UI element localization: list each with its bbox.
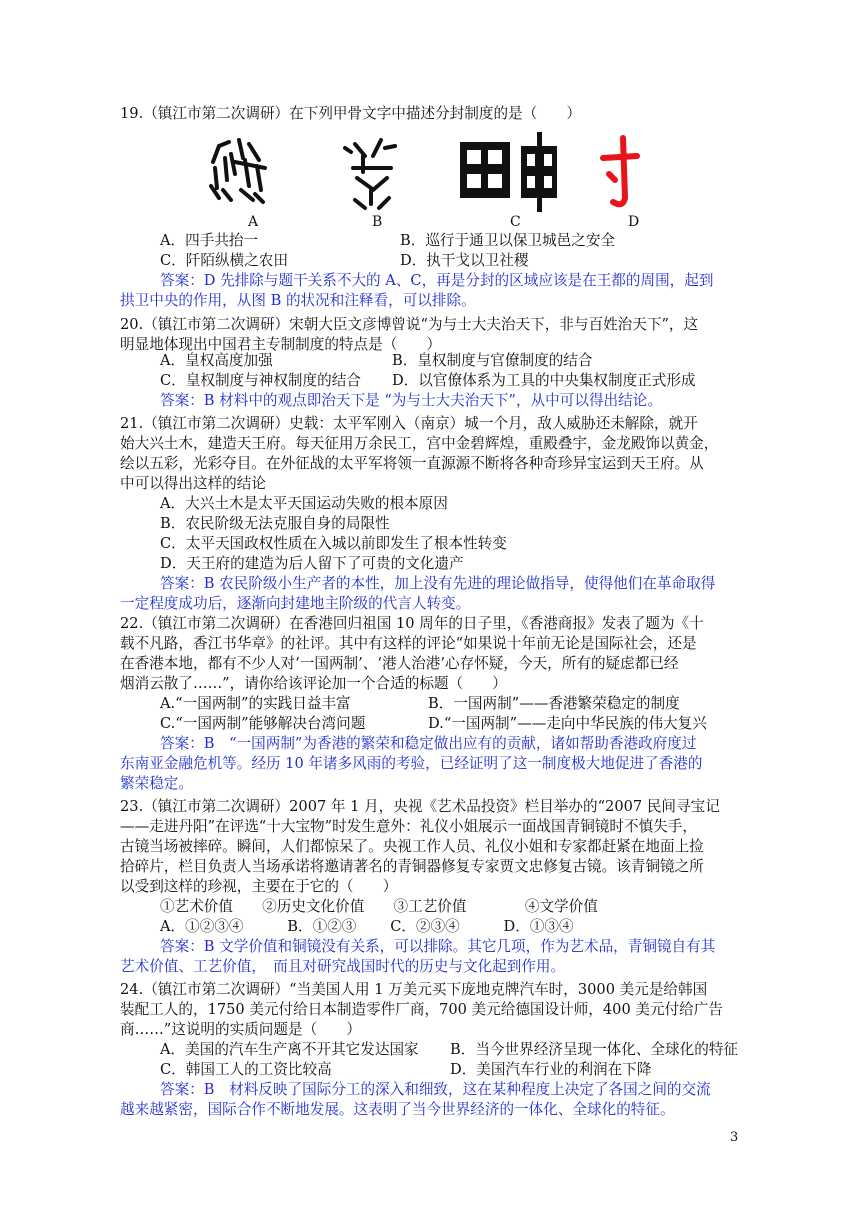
q22-option-c: C.“一国两制”能够解决台湾问题	[160, 715, 366, 732]
oracle-glyph-c-image	[460, 132, 557, 212]
q21-option-c: C．太平天国政权性质在入城以前即发生了根本性转变	[160, 535, 507, 552]
q22-option-a: A.“一国两制”的实践日益丰富	[160, 695, 351, 712]
q21-answer-line-1: 答案：B 农民阶级小生产者的本性，加上没有先进的理论做指导，使得他们在革命取得	[160, 575, 716, 592]
q23-stem-line-2: ——走进丹阳”在评选“十大宝物”时发生意外：礼仪小姐展示一面战国青铜镜时不慎失手，	[120, 818, 697, 835]
q21-option-b: B．农民阶级无法克服自身的局限性	[160, 515, 390, 532]
q19-stem: 19.（镇江市第二次调研）在下列甲骨文字中描述分封制度的是（ ）	[120, 105, 582, 122]
q23-answer-line-2: 艺术价值、工艺价值， 而且对研究战国时代的历史与文化起到作用。	[120, 958, 566, 975]
page-number: 3	[730, 1130, 739, 1145]
q21-stem-line-1: 21.（镇江市第二次调研）史载：太平军刚入（南京）城一个月，敌人威胁还未解除，就开	[120, 415, 698, 432]
oracle-glyph-d-image	[603, 138, 637, 204]
q22-stem-line-2: 载不凡路，香江书华章》的社评。其中有这样的评论“如果说十年前无论是国际社会，还是	[120, 635, 697, 652]
q23-stem-line-4: 拾碎片，栏目负责人当场承诺将邀请著名的青铜器修复专家贾文忠修复古镜。该青铜镜之所	[120, 858, 704, 875]
q24-answer-line-1: 答案：B 材料反映了国际分工的深入和细致，这在某种程度上决定了各国之间的交流	[160, 1081, 711, 1098]
q22-option-d: D.“一国两制”——走向中华民族的伟大复兴	[428, 715, 707, 732]
oracle-glyph-a-image	[211, 140, 265, 202]
q22-stem-line-4: 烟消云散了……”，请你给该评论加一个合适的标题（ ）	[120, 675, 507, 692]
q20-answer: 答案：B 材料中的观点即治天下是 “为与士大夫治天下”，从中可以得出结论。	[160, 392, 662, 409]
q20-option-a: A．皇权高度加强	[160, 352, 273, 369]
q19-option-b: B．巡行于通卫以保卫城邑之安全	[400, 232, 616, 249]
q22-answer-line-2: 东南亚金融危机等。经历 10 年诸多风雨的考验，已经证明了这一制度极大地促进了香港的	[120, 755, 703, 772]
q21-stem-line-2: 始大兴土木，建造天王府。每天征用万余民工，宫中金碧辉煌，重殿叠宇，金龙殿饰以黄金，	[120, 435, 719, 452]
q20-option-d: D．以官僚体系为工具的中央集权制度正式形成	[392, 372, 696, 389]
q20-option-c: C．皇权制度与神权制度的结合	[160, 372, 361, 389]
q24-answer-line-2: 越来越紧密，国际合作不断地发展。这表明了当今世界经济的一体化、全球化的特征。	[120, 1101, 675, 1118]
q20-stem-line-1: 20.（镇江市第二次调研）宋朝大臣文彦博曾说“为与士大夫治天下，非与百姓治天下”，这	[120, 316, 699, 333]
q19-option-a: A．四手共抬一	[160, 232, 259, 249]
q24-option-d: D．美国汽车行业的利润在下降	[450, 1061, 652, 1078]
q24-stem-line-1: 24.（镇江市第二次调研）“当美国人用 1 万美元买下庞地克牌汽车时，3000 美元是给韩国	[120, 981, 708, 998]
q22-answer-line-1: 答案：B “一国两制”为香港的繁荣和稳定做出应有的贡献，诸如帮助香港政府度过	[160, 735, 697, 752]
q23-options: A．①②③④ B．①②③ C．②③④ D．①③④	[160, 918, 574, 935]
q24-stem-line-3: 商……”这说明的实质问题是（ ）	[120, 1021, 361, 1038]
glyph-label-d: D	[628, 214, 640, 230]
q20-option-b: B．皇权制度与官僚制度的结合	[392, 352, 593, 369]
q19-option-c: C．阡陌纵横之农田	[160, 252, 288, 269]
q19-answer-line-1: 答案：D 先排除与题干关系不大的 A、C，再是分封的区域应该是在王都的周围，起到	[160, 272, 714, 289]
q23-items: ①艺术价值 ②历史文化价值 ③工艺价值 ④文学价值	[160, 898, 598, 915]
q22-stem-line-3: 在香港本地，都有不少人对‘一国两制’、‘港人治港’心存怀疑，今天，所有的疑虑都已经	[120, 655, 679, 672]
oracle-glyph-b-image	[345, 140, 395, 208]
q22-option-b: B．一国两制”——香港繁荣稳定的制度	[428, 695, 680, 712]
q21-stem-line-4: 中可以得出这样的结论	[120, 475, 266, 492]
q19-answer-line-2: 拱卫中央的作用，从图 B 的状况和注释看，可以排除。	[120, 292, 476, 309]
q21-stem-line-3: 绘以五彩，光彩夺目。在外征战的太平军将领一直源源不断将各种奇珍异宝运到天王府。从	[120, 455, 704, 472]
q24-option-c: C．韩国工人的工资比较高	[160, 1061, 332, 1078]
q19-option-d: D．执干戈以卫社稷	[400, 252, 529, 269]
q24-option-a: A．美国的汽车生产离不开其它发达国家	[160, 1041, 419, 1058]
oracle-bone-glyphs-figure	[205, 128, 645, 218]
q22-stem-line-1: 22.（镇江市第二次调研）在香港回归祖国 10 周年的日子里，《香港商报》发表了题为《十	[120, 615, 704, 632]
q20-stem-line-2: 明显地体现出中国君主专制制度的特点是（ ）	[120, 336, 442, 353]
q23-stem-line-1: 23.（镇江市第二次调研）2007 年 1 月，央视《艺术品投资》栏目举办的“2007 民间寻宝记	[120, 798, 720, 815]
q21-option-a: A．大兴土木是太平天国运动失败的根本原因	[160, 495, 448, 512]
q24-stem-line-2: 装配工人的，1750 美元付给日本制造零件厂商，700 美元给德国设计师，400 美元付给广告	[120, 1001, 723, 1018]
glyph-label-b: B	[372, 214, 383, 230]
q23-answer-line-1: 答案：B 文学价值和铜镜没有关系，可以排除。其它几项，作为艺术品，青铜镜自有其	[160, 938, 716, 955]
q21-answer-line-2: 一定程度成功后，逐渐向封建地主阶级的代言人转变。	[120, 595, 471, 612]
q22-answer-line-3: 繁荣稳定。	[120, 775, 193, 792]
q23-stem-line-3: 古镜当场被摔碎。瞬间，人们都惊呆了。央视工作人员、礼仪小姐和专家都赶紧在地面上捡	[120, 838, 704, 855]
glyph-label-c: C	[510, 214, 521, 230]
q21-option-d: D．天王府的建造为后人留下了可贵的文化遗产	[160, 555, 464, 572]
glyph-label-a: A	[248, 214, 259, 230]
q24-option-b: B．当今世界经济呈现一体化、全球化的特征	[450, 1041, 739, 1058]
q23-stem-line-5: 以受到这样的珍视，主要在于它的（ ）	[120, 878, 398, 895]
